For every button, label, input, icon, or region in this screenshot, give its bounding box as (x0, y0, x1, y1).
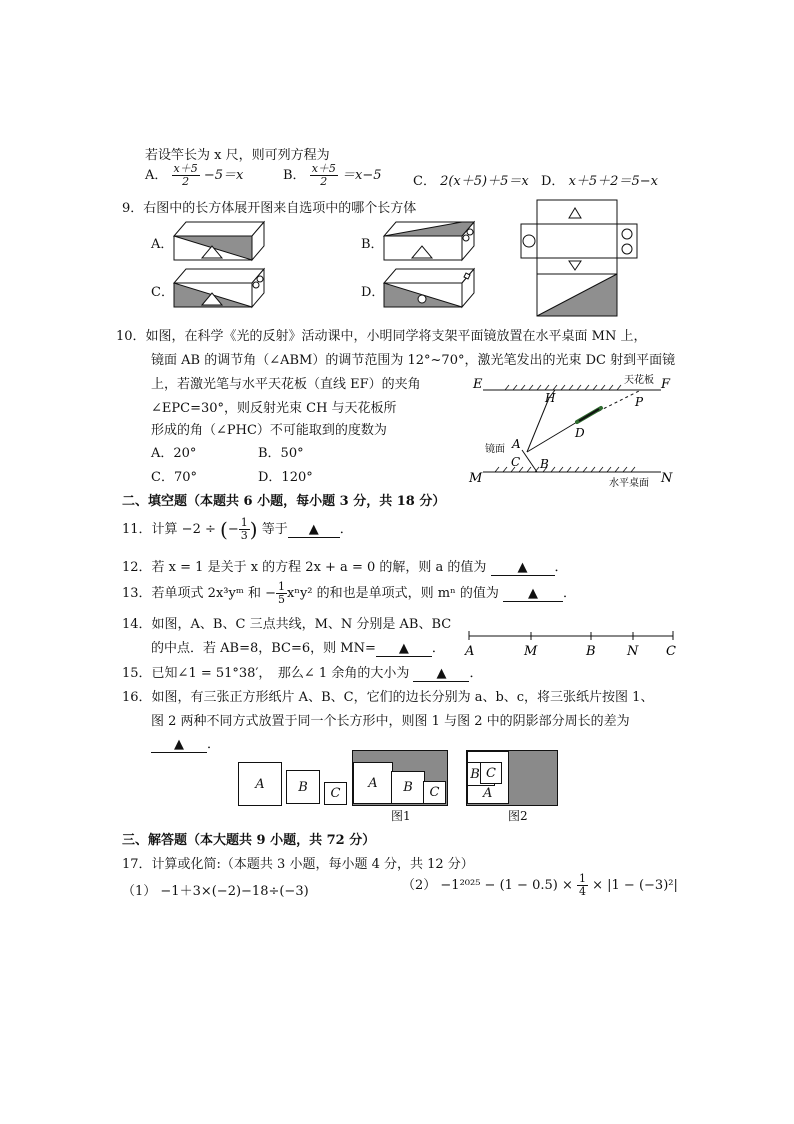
q9-cuboid-a[interactable] (172, 218, 268, 264)
fraction: $\frac{x+5}{2}$ (173, 162, 198, 188)
point-label-b: B (540, 457, 549, 471)
q17-part1: （1） −1＋3×(−2)−18÷(−3) (122, 884, 309, 899)
q9-cuboid-c[interactable] (172, 265, 268, 311)
q16-line2: 图 2 两种不同方式放置于同一个长方形中，则图 1 与图 2 中的阴影部分周长的差为 (151, 714, 630, 729)
answer-blank[interactable]: ▲ (491, 560, 555, 576)
option-label: D． (541, 174, 565, 189)
q14-line-segment-figure (463, 628, 683, 660)
circle-icon (253, 282, 259, 288)
point-label-m: M (469, 471, 483, 486)
q8-option-d[interactable] (541, 170, 658, 189)
circle-icon (622, 244, 632, 254)
q16-line3: ▲ ． (151, 733, 220, 753)
point-label-m: M (524, 644, 538, 659)
q15: 15．已知∠1 = 51°38′， 那么∠ 1 余角的大小为 ▲ ． (122, 666, 483, 681)
option-label: C． (413, 174, 436, 189)
q10-option-b[interactable]: B．50° (258, 446, 304, 461)
mirror-label: 镜面 (485, 444, 505, 455)
q9-option-d-label[interactable]: D． (361, 285, 385, 300)
circle-icon (463, 235, 469, 241)
q10-option-c[interactable]: C．70° (151, 470, 197, 485)
q8-stem: 若设竿长为 x 尺，则可列方程为 (145, 148, 330, 163)
q12: 12．若 x = 1 是关于 x 的方程 2x + a = 0 的解，则 a 的值为 ▲ ． (122, 560, 568, 575)
q17-stem: 17．计算或化简:（本题共 3 小题，每小题 4 分，共 12 分） (122, 857, 474, 872)
q9-option-c-label[interactable]: C． (151, 285, 174, 300)
point-label-a: A (465, 644, 475, 659)
fig2-label-a: A (483, 786, 493, 801)
q10-line1: 10．如图，在科学《光的反射》活动课中，小明同学将支架平面镜放置在水平桌面 MN 上， (116, 329, 647, 344)
circle-icon (622, 229, 632, 239)
point-label-n: N (661, 471, 673, 486)
expression: 2(x＋5)＋5＝x (440, 174, 529, 189)
fraction: $\frac{x+5}{2}$ (311, 162, 336, 188)
square-a: A (238, 762, 282, 806)
circle-icon (418, 295, 426, 303)
q10-reflection-figure (465, 370, 680, 492)
fraction: $\frac{1}{3}$ (240, 516, 248, 542)
circle-icon (523, 235, 535, 247)
point-label-a: A (512, 437, 521, 451)
q16-line1: 16．如图，有三张正方形纸片 A、B、C，它们的边长分别为 a、b、c，将三张纸片按图 1、 (122, 690, 654, 705)
point-label-h: H (545, 391, 556, 405)
expression: x＋5＋2＝5−x (568, 174, 658, 189)
q8-option-a[interactable] (145, 163, 243, 188)
circle-icon (467, 229, 473, 235)
answer-blank[interactable]: ▲ (413, 666, 469, 682)
q9-stem: 9．右图中的长方体展开图来自选项中的哪个长方体 (122, 201, 417, 216)
q10-line4: ∠EPC=30°，则反射光束 CH 与天花板所 (151, 401, 397, 416)
answer-blank[interactable]: ▲ (503, 586, 563, 602)
point-label-p: P (635, 395, 644, 409)
q11: 11．计算 −2 ÷ (− $\frac{1}{3}$ ) 等于 ▲ ． (122, 516, 353, 542)
option-label: B． (283, 168, 306, 183)
point-label-b: B (586, 644, 596, 659)
fig1-square-b: B (391, 771, 425, 804)
q9-cuboid-b[interactable] (382, 218, 478, 264)
fig2-square-b: B (467, 762, 495, 786)
point-label-c: C (666, 644, 676, 659)
point-label-f: F (661, 377, 671, 392)
q14-line2: 的中点．若 AB=8，BC=6，则 MN= ▲ ． (151, 641, 445, 656)
q10-line2: 镜面 AB 的调节角（∠ABM）的调节范围为 12°~70°，激光笔发出的光束 DC 射到平面镜 (151, 353, 676, 368)
q9-option-a-label[interactable]: A． (151, 237, 174, 252)
q17-part2: （2） −1²⁰²⁵ − (1 − 0.5) × $\frac{1}{4}$ × |1 − (−3)²| (402, 872, 678, 898)
point-label-c: C (511, 455, 521, 469)
table-label: 水平桌面 (609, 478, 649, 489)
q9-cuboid-net (519, 198, 639, 318)
answer-blank[interactable]: ▲ (376, 641, 432, 657)
q13: 13．若单项式 2x³yᵐ 和 − $\frac{1}{5}$ xⁿy² 的和也是单项式，则 mⁿ 的值为 ▲ ． (122, 580, 577, 606)
section-3-title: 三、解答题（本大题共 9 小题，共 72 分） (122, 833, 376, 848)
q9-option-b-label[interactable]: B． (361, 237, 384, 252)
q10-line3: 上，若激光笔与水平天花板（直线 EF）的夹角 (151, 377, 421, 392)
point-label-d: D (575, 426, 585, 440)
fraction: $\frac{1}{5}$ (277, 580, 285, 606)
q8-option-b[interactable] (283, 163, 382, 188)
expression: −5＝x (203, 168, 244, 183)
answer-blank[interactable]: ▲ (151, 737, 207, 753)
q14-line1: 14．如图，A、B、C 三点共线，M、N 分别是 AB、BC (122, 617, 452, 632)
point-label-n: N (627, 644, 639, 659)
q10-line5: 形成的角（∠PHC）不可能取到的度数为 (151, 423, 387, 438)
q10-option-d[interactable]: D．120° (258, 470, 313, 485)
option-label: A． (145, 168, 168, 183)
fig1-caption: 图1 (391, 809, 411, 823)
fig2-square-c: C (480, 762, 502, 784)
fig1-square-a: A (353, 762, 393, 804)
fig1-square-c: C (423, 781, 446, 804)
point-label-e: E (473, 377, 483, 392)
answer-blank[interactable]: ▲ (288, 522, 340, 538)
fraction: $\frac{1}{4}$ (578, 872, 586, 898)
circle-icon (257, 276, 263, 282)
q10-option-a[interactable]: A．20° (151, 446, 197, 461)
fig2-caption: 图2 (508, 809, 528, 823)
square-c: C (324, 782, 347, 805)
square-b: B (286, 770, 320, 804)
expression: ＝x−5 (342, 168, 382, 183)
q8-option-c[interactable] (413, 170, 529, 189)
section-2-title: 二、填空题（本题共 6 小题，每小题 3 分，共 18 分） (122, 494, 446, 509)
ceiling-label: 天花板 (624, 375, 654, 386)
q9-cuboid-d[interactable] (382, 265, 478, 311)
